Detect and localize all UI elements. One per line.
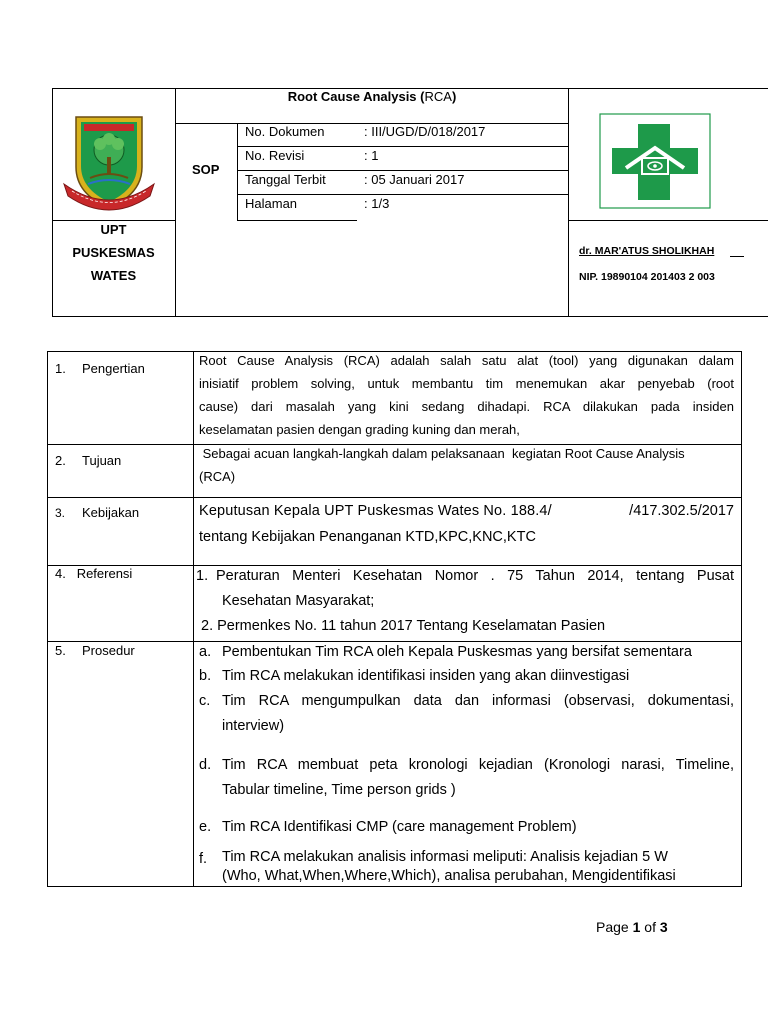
paragraph-line: (RCA)	[199, 469, 236, 484]
title-text: Root Cause Analysis (	[287, 89, 425, 104]
document-title	[175, 89, 569, 105]
title-acronym: RCA	[424, 89, 452, 104]
meta-value-halaman: : 1/3	[364, 196, 390, 211]
procedure-letter: f.	[199, 851, 208, 867]
procedure-letter: c.	[199, 693, 211, 709]
meta-label-halaman: Halaman	[245, 196, 298, 211]
paragraph-line: Root Cause Analysis (RCA) adalah salah satu alat (tool) yang digunakan dalam	[199, 353, 734, 368]
meta-value-dokumen: : III/UGD/D/018/2017	[364, 124, 486, 139]
kebijakan-decree-left: Keputusan Kepala UPT Puskesmas Wates No. 188.4/	[199, 503, 552, 519]
ref-item-1-line-1: Peraturan Menteri Kesehatan Nomor . 75 Tahun 2014, tentang Pusat	[216, 568, 734, 584]
section-number: 4.	[55, 566, 66, 581]
paragraph-line: keselamatan pasien dengan grading kuning dan merah,	[199, 422, 520, 437]
kebijakan-line-2: tentang Kebijakan Penanganan KTD,KPC,KNC,KTC	[199, 529, 536, 545]
signer-name: dr. MAR'ATUS SHOLIKHAH	[579, 245, 715, 257]
meta-value-revisi: : 1	[364, 148, 379, 163]
puskesmas-logo-icon	[598, 112, 712, 210]
section-number: 2.	[55, 453, 66, 468]
procedure-line: Tim RCA melakukan identifikasi insiden yang akan diinvestigasi	[222, 668, 630, 684]
sop-label: SOP	[192, 162, 220, 177]
org-line-wates: WATES	[90, 268, 137, 283]
meta-label-dokumen: No. Dokumen	[245, 124, 325, 139]
ref-item-1-number: 1.	[196, 568, 209, 584]
procedure-letter: e.	[199, 819, 212, 835]
page-current: 1	[632, 919, 641, 935]
page-footer	[596, 918, 668, 936]
procedure-line: Tim RCA membuat peta kronologi kejadian (Kronologi narasi, Timeline,	[222, 757, 734, 773]
procedure-letter: b.	[199, 668, 212, 684]
paragraph-line: Sebagai acuan langkah-langkah dalam pelaksanaan kegiatan Root Cause Analysis	[199, 446, 685, 461]
meta-label-revisi: No. Revisi	[245, 148, 305, 163]
section-label: Kebijakan	[82, 505, 140, 520]
procedure-letter: a.	[199, 644, 212, 660]
procedure-line: (Who, What,When,Where,Which), analisa perubahan, Mengidentifikasi	[222, 868, 676, 884]
procedure-line: Tabular timeline, Time person grids )	[222, 782, 456, 798]
page-total: 3	[659, 919, 668, 935]
meta-value-tanggal: : 05 Januari 2017	[364, 172, 465, 187]
kota-mojokerto-crest-icon	[60, 112, 158, 214]
section-label: Referensi	[76, 566, 133, 581]
page-word: Page	[596, 919, 629, 935]
kebijakan-decree-right: /417.302.5/2017	[629, 503, 734, 519]
paragraph-line: cause) dari masalah yang kini sedang dihadapi. RCA dilakukan pada insiden	[199, 399, 734, 414]
signer-nip: NIP. 19890104 201403 2 003	[579, 271, 715, 283]
of-word: of	[644, 919, 656, 935]
ref-item-1-line-2: Kesehatan Masyarakat;	[222, 593, 375, 609]
section-label: Pengertian	[82, 361, 145, 376]
section-number: 5.	[55, 643, 66, 658]
section-label-referensi	[55, 566, 132, 582]
procedure-letter: d.	[199, 757, 212, 773]
procedure-line: Tim RCA mengumpulkan data dan informasi (observasi, dokumentasi,	[222, 693, 734, 709]
procedure-line: Pembentukan Tim RCA oleh Kepala Puskesmas yang bersifat sementara	[222, 644, 692, 660]
ref-item-2: 2. Permenkes No. 11 tahun 2017 Tentang Keselamatan Pasien	[201, 618, 606, 634]
procedure-line: Tim RCA melakukan analisis informasi meliputi: Analisis kejadian 5 W	[222, 849, 668, 865]
section-label: Tujuan	[82, 453, 122, 468]
meta-label-tanggal: Tanggal Terbit	[245, 172, 326, 187]
procedure-line: Tim RCA Identifikasi CMP (care management Problem)	[222, 819, 577, 835]
procedure-line: interview)	[222, 718, 285, 734]
section-number: 1.	[55, 361, 66, 376]
org-line-puskesmas: PUSKESMAS	[72, 245, 155, 260]
section-number: 3.	[55, 506, 66, 520]
section-label: Prosedur	[82, 643, 135, 658]
paragraph-line: inisiatif problem solving, untuk membantu tim menemukan akar penyebab (root	[199, 376, 734, 391]
title-suffix: )	[451, 89, 457, 104]
org-line-upt: UPT	[100, 222, 127, 237]
